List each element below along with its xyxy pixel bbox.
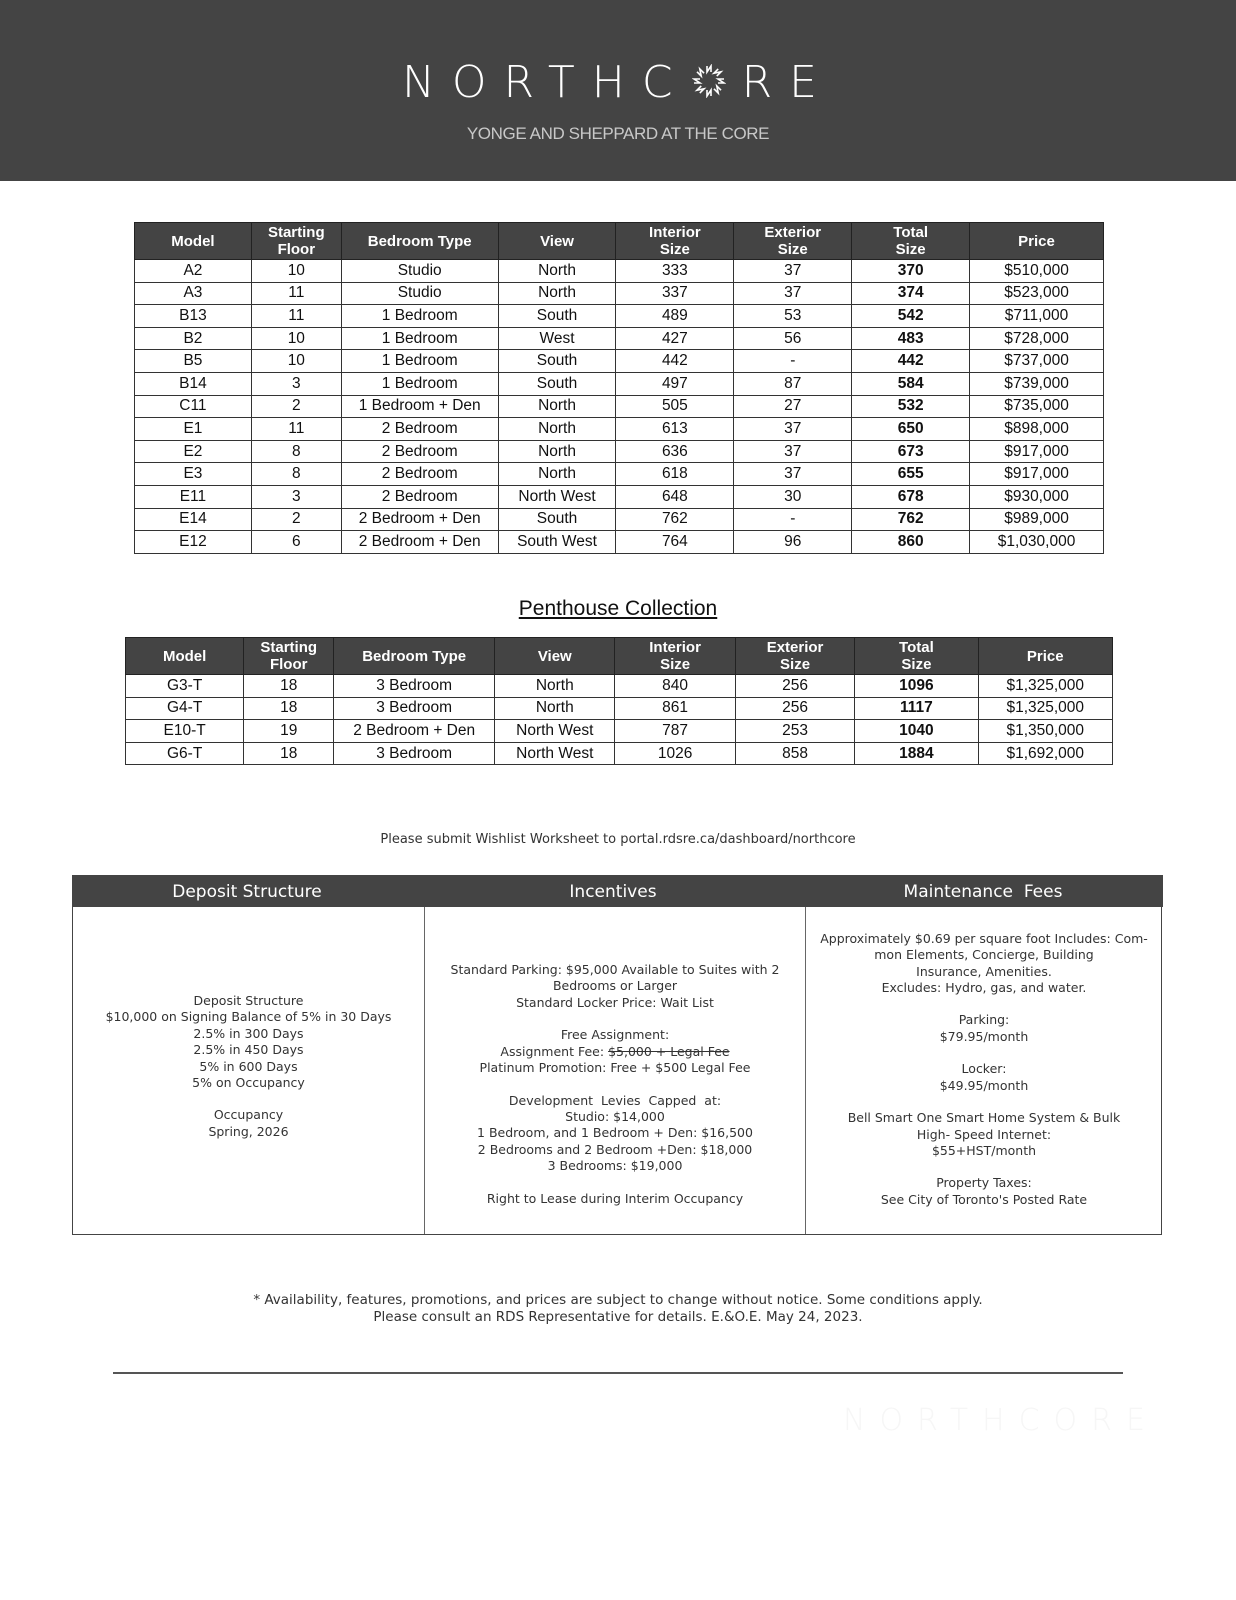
table-cell: 3 Bedroom (334, 742, 495, 765)
table-cell: $1,030,000 (970, 531, 1104, 554)
table-cell: 427 (616, 327, 734, 350)
column-header: Model (126, 638, 244, 675)
levy-line: 2 Bedrooms and 2 Bedroom +Den: $18,000 (477, 1141, 753, 1157)
table-cell: North (495, 697, 615, 720)
property-tax-value: See City of Toronto's Posted Rate (880, 1191, 1088, 1207)
levies-title: Development Levies Capped at: (508, 1092, 722, 1108)
column-header: Model (135, 223, 252, 260)
table-cell: 370 (852, 260, 970, 283)
table-cell: 762 (616, 508, 734, 531)
maintenance-fees-column (806, 907, 1162, 1234)
column-header: View (495, 638, 615, 675)
struck-assignment-fee: $5,000 + Legal Fee (608, 1043, 730, 1059)
table-cell: 3 (251, 485, 341, 508)
brand-text-prefix: NORTHC (402, 57, 690, 108)
table-cell: South (498, 305, 616, 328)
table-cell: 584 (852, 372, 970, 395)
table-cell: 1 Bedroom (341, 350, 498, 373)
deposit-structure-heading: Deposit Structure (172, 882, 322, 902)
table-cell: 532 (852, 395, 970, 418)
table-cell: A2 (135, 260, 252, 283)
column-header: Price (970, 223, 1104, 260)
table-cell: North West (495, 720, 615, 743)
locker-fee-label: Locker: (961, 1061, 1007, 1077)
table-cell: 53 (734, 305, 852, 328)
bell-smart-home-price: $55+HST/month (931, 1142, 1037, 1158)
table-cell: 374 (852, 282, 970, 305)
deposit-line: 2.5% in 450 Days (193, 1042, 304, 1058)
deposit-line: Deposit Structure (193, 992, 304, 1008)
levy-line: 1 Bedroom, and 1 Bedroom + Den: $16,500 (477, 1125, 753, 1141)
submit-worksheet-note: Please submit Wishlist Worksheet to portal.rdsre.ca/dashboard/northcore (380, 832, 856, 847)
table-cell: B14 (135, 372, 252, 395)
table-cell: 10 (251, 350, 341, 373)
table-cell: $739,000 (970, 372, 1104, 395)
table-cell: 37 (734, 260, 852, 283)
table-cell: South (498, 372, 616, 395)
table-cell: $1,325,000 (978, 675, 1112, 698)
table-cell: $917,000 (970, 440, 1104, 463)
deposit-line: 5% on Occupancy (192, 1074, 305, 1090)
occupancy-value: Spring, 2026 (208, 1123, 289, 1139)
column-header: Total Size (855, 638, 978, 675)
table-cell: 497 (616, 372, 734, 395)
table-row (135, 463, 1104, 486)
table-cell: 2 Bedroom + Den (334, 720, 495, 743)
table-cell: South West (498, 531, 616, 554)
table-row (126, 675, 1113, 698)
table-cell: 1026 (615, 742, 735, 765)
lease-incentive: Right to Lease during Interim Occupancy (486, 1190, 744, 1206)
property-tax-label: Property Taxes: (936, 1175, 1032, 1191)
table-cell: 762 (852, 508, 970, 531)
table-cell: 442 (852, 350, 970, 373)
column-header: Starting Floor (244, 638, 334, 675)
table-cell: 861 (615, 697, 735, 720)
table-cell: 18 (244, 697, 334, 720)
column-header: Bedroom Type (334, 638, 495, 675)
table-cell: Studio (341, 282, 498, 305)
column-header: Interior Size (615, 638, 735, 675)
table-cell: 11 (251, 282, 341, 305)
table-cell: West (498, 327, 616, 350)
deposit-line: $10,000 on Signing Balance of 5% in 30 Days (105, 1009, 392, 1025)
occupancy-label: Occupancy (213, 1107, 284, 1123)
table-row (135, 305, 1104, 328)
table-cell: E1 (135, 418, 252, 441)
table-cell: $510,000 (970, 260, 1104, 283)
table-row (135, 282, 1104, 305)
table-cell: 37 (734, 282, 852, 305)
table-row (135, 350, 1104, 373)
penthouse-section-title: Penthouse Collection (518, 597, 718, 620)
table-cell: E11 (135, 485, 252, 508)
table-cell: North (498, 260, 616, 283)
table-cell: North (498, 440, 616, 463)
column-header: Bedroom Type (341, 223, 498, 260)
table-cell: 1 Bedroom (341, 305, 498, 328)
footer-divider (113, 1372, 1123, 1374)
table-cell: 655 (852, 463, 970, 486)
levy-line: 3 Bedrooms: $19,000 (547, 1158, 683, 1174)
incentives-heading: Incentives (569, 882, 657, 902)
column-header: Total Size (852, 223, 970, 260)
table-cell: 2 Bedroom (341, 440, 498, 463)
table-cell: 673 (852, 440, 970, 463)
table-cell: B13 (135, 305, 252, 328)
column-header: View (498, 223, 616, 260)
table-cell: 6 (251, 531, 341, 554)
table-cell: C11 (135, 395, 252, 418)
parking-incentive: Standard Parking: $95,000 Available to Suites with 2 (450, 962, 780, 978)
table-cell: 505 (616, 395, 734, 418)
table-header-row (135, 223, 1104, 260)
table-cell: $735,000 (970, 395, 1104, 418)
maintenance-desc: mon Elements, Concierge, Building (874, 947, 1094, 963)
table-cell: 30 (734, 485, 852, 508)
table-cell: 1040 (855, 720, 978, 743)
parking-fee-label: Parking: (958, 1012, 1010, 1028)
table-cell: South (498, 350, 616, 373)
standard-units-table (134, 222, 1104, 554)
table-cell: $1,350,000 (978, 720, 1112, 743)
ghost-brand-watermark: NORTHCORE (843, 1403, 1159, 1438)
table-row (135, 418, 1104, 441)
table-cell: $898,000 (970, 418, 1104, 441)
column-header: Price (978, 638, 1112, 675)
table-header-row (126, 638, 1113, 675)
table-cell: 1117 (855, 697, 978, 720)
table-cell: 8 (251, 463, 341, 486)
deposit-line: 2.5% in 300 Days (193, 1025, 304, 1041)
table-cell: 858 (735, 742, 855, 765)
table-cell: 10 (251, 260, 341, 283)
table-row (135, 327, 1104, 350)
maintenance-desc: Insurance, Amenities. (916, 963, 1052, 979)
table-cell: 648 (616, 485, 734, 508)
table-cell: 256 (735, 697, 855, 720)
table-cell: E2 (135, 440, 252, 463)
table-cell: - (734, 350, 852, 373)
maintenance-fees-heading: Maintenance Fees (903, 882, 1063, 902)
table-cell: North (498, 282, 616, 305)
tagline: YONGE AND SHEPPARD AT THE CORE (466, 124, 770, 143)
column-header: Exterior Size (734, 223, 852, 260)
table-cell: E3 (135, 463, 252, 486)
table-cell: 1 Bedroom (341, 372, 498, 395)
table-cell: 860 (852, 531, 970, 554)
table-cell: G4-T (126, 697, 244, 720)
maintenance-excludes: Excludes: Hydro, gas, and water. (881, 980, 1087, 996)
table-cell: 483 (852, 327, 970, 350)
table-cell: $711,000 (970, 305, 1104, 328)
disclaimer-line: Please consult an RDS Representative for details. E.&O.E. May 24, 2023. (373, 1309, 863, 1325)
table-cell: G3-T (126, 675, 244, 698)
table-cell: 2 Bedroom + Den (341, 531, 498, 554)
maintenance-desc: Approximately $0.69 per square foot Includes: Com- (820, 930, 1148, 946)
table-cell: $737,000 (970, 350, 1104, 373)
table-row (126, 720, 1113, 743)
table-cell: E14 (135, 508, 252, 531)
table-cell: North (498, 395, 616, 418)
table-cell: North West (498, 485, 616, 508)
table-cell: North (495, 675, 615, 698)
column-header: Starting Floor (251, 223, 341, 260)
table-row (135, 485, 1104, 508)
table-cell: 18 (244, 675, 334, 698)
info-panel-header (72, 875, 1163, 907)
table-cell: 542 (852, 305, 970, 328)
table-cell: Studio (341, 260, 498, 283)
table-cell: 2 (251, 508, 341, 531)
table-cell: $989,000 (970, 508, 1104, 531)
table-cell: 787 (615, 720, 735, 743)
table-cell: E12 (135, 531, 252, 554)
table-cell: 1 Bedroom + Den (341, 395, 498, 418)
incentives-column (425, 907, 806, 1234)
table-cell: 1884 (855, 742, 978, 765)
deposit-line: 5% in 600 Days (199, 1058, 298, 1074)
brand-text-suffix: RE (741, 57, 834, 108)
table-cell: 10 (251, 327, 341, 350)
table-cell: North West (495, 742, 615, 765)
parking-fee-value: $79.95/month (939, 1028, 1029, 1044)
table-cell: 840 (615, 675, 735, 698)
table-cell: 3 (251, 372, 341, 395)
table-row (135, 372, 1104, 395)
info-panel (72, 875, 1162, 1235)
table-cell: $1,692,000 (978, 742, 1112, 765)
assignment-fee: Assignment Fee: $5,000 + Legal Fee (500, 1043, 730, 1059)
table-row (126, 697, 1113, 720)
table-cell: 2 Bedroom (341, 418, 498, 441)
table-cell: 253 (735, 720, 855, 743)
table-cell: 37 (734, 440, 852, 463)
penthouse-units-table (125, 637, 1113, 765)
table-cell: 337 (616, 282, 734, 305)
table-cell: 18 (244, 742, 334, 765)
table-row (135, 440, 1104, 463)
table-cell: 613 (616, 418, 734, 441)
assignment-title: Free Assignment: (560, 1027, 670, 1043)
table-cell: 442 (616, 350, 734, 373)
bell-smart-home: Bell Smart One Smart Home System & Bulk (847, 1110, 1121, 1126)
table-cell: 636 (616, 440, 734, 463)
table-cell: 11 (251, 418, 341, 441)
table-cell: 678 (852, 485, 970, 508)
table-cell: $523,000 (970, 282, 1104, 305)
table-cell: North (498, 418, 616, 441)
table-cell: 489 (616, 305, 734, 328)
column-header: Interior Size (616, 223, 734, 260)
table-row (135, 531, 1104, 554)
deposit-structure-column (73, 907, 425, 1234)
table-cell: 27 (734, 395, 852, 418)
table-cell: 37 (734, 463, 852, 486)
table-cell: 650 (852, 418, 970, 441)
table-cell: G6-T (126, 742, 244, 765)
table-row (135, 260, 1104, 283)
table-cell: 1 Bedroom (341, 327, 498, 350)
table-cell: North (498, 463, 616, 486)
table-row (126, 742, 1113, 765)
header-banner (0, 0, 1236, 181)
table-cell: 256 (735, 675, 855, 698)
column-header: Exterior Size (735, 638, 855, 675)
table-cell: A3 (135, 282, 252, 305)
table-cell: $1,325,000 (978, 697, 1112, 720)
table-cell: B5 (135, 350, 252, 373)
brand-logo (0, 58, 1236, 108)
table-cell: $917,000 (970, 463, 1104, 486)
table-cell: 87 (734, 372, 852, 395)
table-cell: 2 Bedroom (341, 463, 498, 486)
disclaimer-line: * Availability, features, promotions, and prices are subject to change without notice. Some conditions apply. (253, 1292, 983, 1308)
table-cell: 618 (616, 463, 734, 486)
bell-smart-home: High- Speed Internet: (916, 1126, 1052, 1142)
table-row (135, 395, 1104, 418)
table-cell: 3 Bedroom (334, 697, 495, 720)
table-cell: 333 (616, 260, 734, 283)
table-cell: 3 Bedroom (334, 675, 495, 698)
table-cell: 11 (251, 305, 341, 328)
table-cell: 1096 (855, 675, 978, 698)
table-cell: 2 Bedroom + Den (341, 508, 498, 531)
levy-line: Studio: $14,000 (565, 1108, 665, 1124)
table-cell: $930,000 (970, 485, 1104, 508)
platinum-promotion: Platinum Promotion: Free + $500 Legal Fee (479, 1060, 751, 1076)
table-cell: 8 (251, 440, 341, 463)
parking-incentive-cont: Bedrooms or Larger (552, 978, 678, 994)
starburst-logo-icon (692, 64, 726, 98)
table-cell: E10-T (126, 720, 244, 743)
table-cell: 96 (734, 531, 852, 554)
table-cell: 764 (616, 531, 734, 554)
table-cell: - (734, 508, 852, 531)
table-cell: B2 (135, 327, 252, 350)
table-row (135, 508, 1104, 531)
table-cell: 19 (244, 720, 334, 743)
table-cell: 2 Bedroom (341, 485, 498, 508)
table-cell: 37 (734, 418, 852, 441)
table-cell: 56 (734, 327, 852, 350)
table-cell: $728,000 (970, 327, 1104, 350)
table-cell: 2 (251, 395, 341, 418)
disclaimer (0, 1292, 1236, 1326)
table-cell: South (498, 508, 616, 531)
locker-incentive: Standard Locker Price: Wait List (516, 994, 714, 1010)
locker-fee-value: $49.95/month (939, 1077, 1029, 1093)
